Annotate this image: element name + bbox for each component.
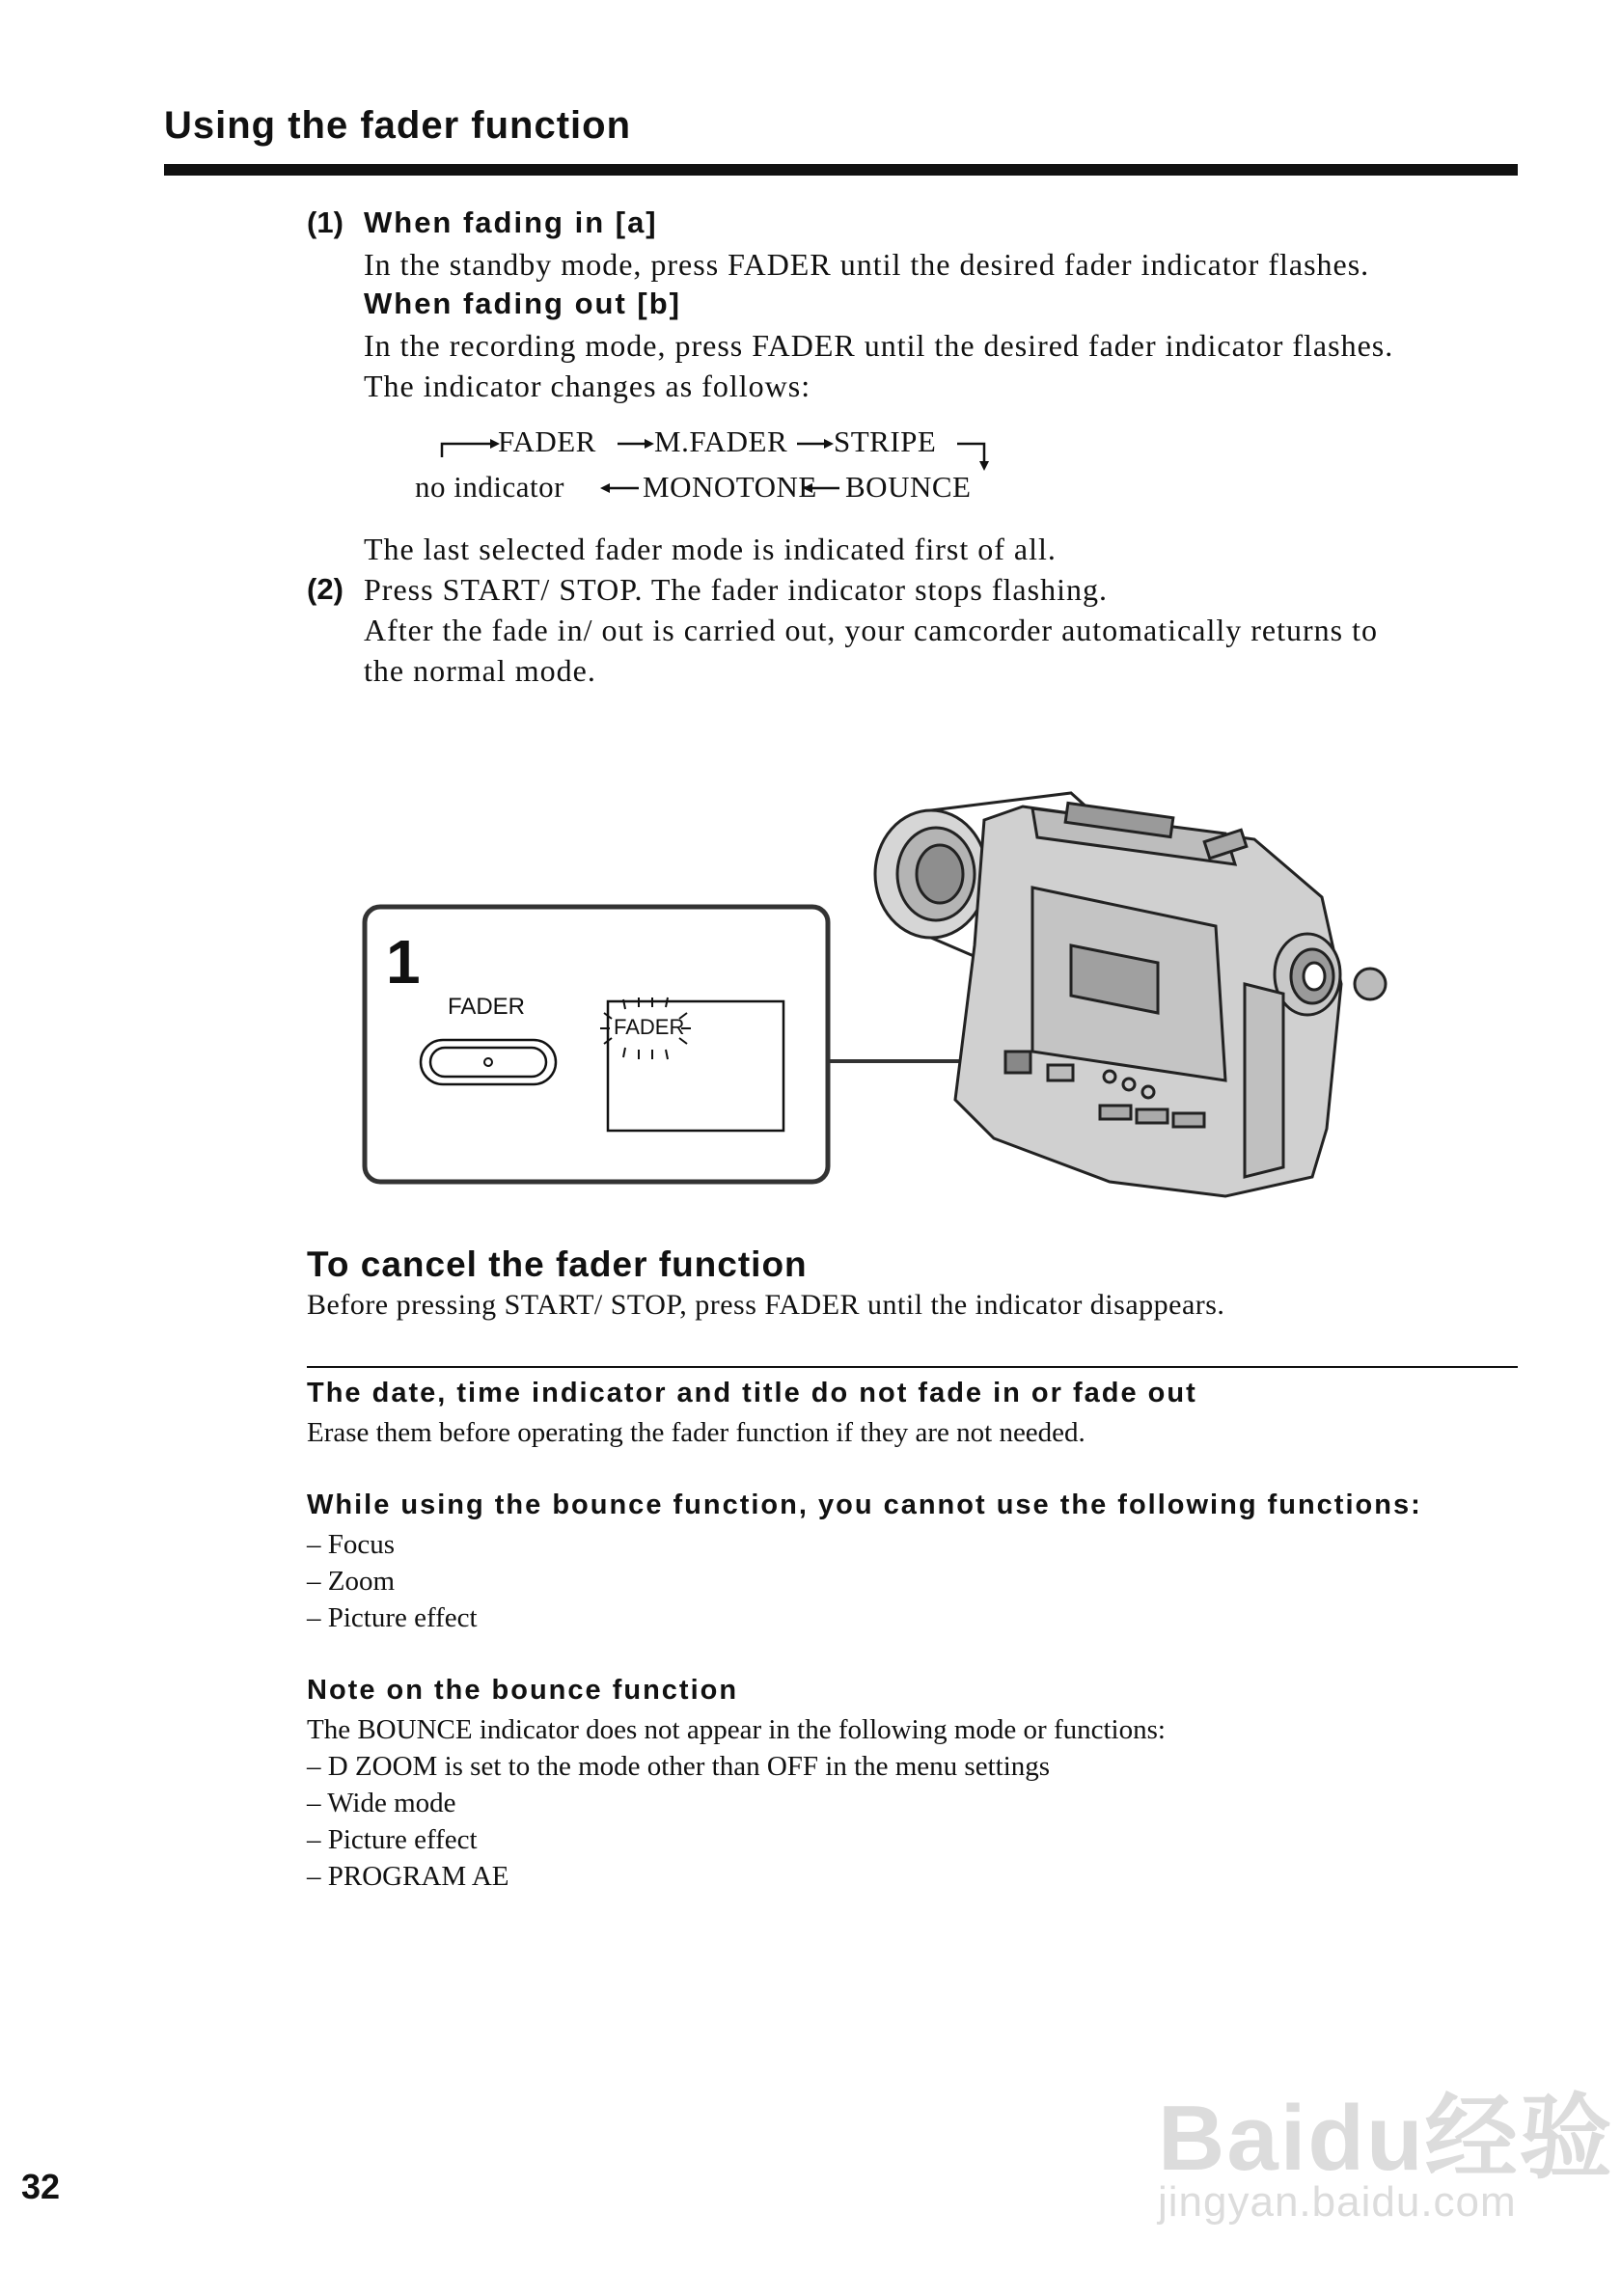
note-bounce-limits-line-2: – Zoom xyxy=(307,1566,396,1597)
step-2-line-2: After the fade in/ out is carried out, your camcorder automatically returns to xyxy=(364,613,1378,647)
fade-in-heading: When fading in [a] xyxy=(364,205,658,239)
flow-mfader: M.FADER xyxy=(654,424,788,458)
cancel-text: Before pressing START/ STOP, press FADER until the indicator disappears. xyxy=(307,1289,1225,1321)
flow-stripe: STRIPE xyxy=(834,424,937,458)
note-bounce-limits-line-3: – Picture effect xyxy=(307,1602,478,1633)
watermark-url: jingyan.baidu.com xyxy=(1158,2178,1517,2226)
note-date-heading: The date, time indicator and title do not fade in or fade out xyxy=(307,1378,1197,1408)
flow-fader: FADER xyxy=(498,424,596,458)
title-rule xyxy=(164,164,1518,176)
note-date-line-1: Erase them before operating the fader function if they are not needed. xyxy=(307,1417,1085,1448)
fade-in-text: In the standby mode, press FADER until the desired fader indicator flashes. xyxy=(364,247,1370,282)
display-fader-indicator: FADER xyxy=(614,1015,685,1039)
step-1-number: (1) xyxy=(307,205,343,239)
step-2-number: (2) xyxy=(307,572,343,606)
cancel-heading: To cancel the fader function xyxy=(307,1244,808,1284)
fader-cycle-diagram xyxy=(415,421,1042,517)
flow-monotone: MONOTONE xyxy=(643,470,817,504)
note-bounce-line-3: – Wide mode xyxy=(307,1788,456,1818)
note-bounce-line-2: – D ZOOM is set to the mode other than OFF in the menu settings xyxy=(307,1751,1051,1782)
figure-step-label: 1 xyxy=(386,927,421,997)
last-selected-text: The last selected fader mode is indicated first of all. xyxy=(364,532,1057,566)
note-bounce-heading: Note on the bounce function xyxy=(307,1675,739,1706)
watermark-logo: Baidu经验 xyxy=(1158,2087,1614,2190)
page-title: Using the fader function xyxy=(164,104,631,147)
indicator-changes-text: The indicator changes as follows: xyxy=(364,369,811,403)
fader-button-label: FADER xyxy=(448,994,526,1020)
notes-rule xyxy=(307,1366,1518,1368)
flow-no-indicator: no indicator xyxy=(415,470,564,504)
fade-out-text: In the recording mode, press FADER until the desired fader indicator flashes. xyxy=(364,328,1394,363)
note-bounce-line-4: – Picture effect xyxy=(307,1824,478,1855)
fade-out-heading: When fading out [b] xyxy=(364,287,681,320)
note-bounce-limits-heading: While using the bounce function, you cannot use the following functions: xyxy=(307,1490,1422,1520)
fader-illustration xyxy=(357,791,1418,1216)
note-bounce-line-5: – PROGRAM AE xyxy=(307,1861,509,1892)
note-bounce-line-1: The BOUNCE indicator does not appear in the following mode or functions: xyxy=(307,1714,1166,1745)
step-2-line-3: the normal mode. xyxy=(364,653,596,688)
flow-bounce: BOUNCE xyxy=(845,470,972,504)
page-number: 32 xyxy=(21,2167,61,2206)
note-bounce-limits-line-1: – Focus xyxy=(307,1529,396,1560)
step-2-line-1: Press START/ STOP. The fader indicator stops flashing. xyxy=(364,572,1108,607)
